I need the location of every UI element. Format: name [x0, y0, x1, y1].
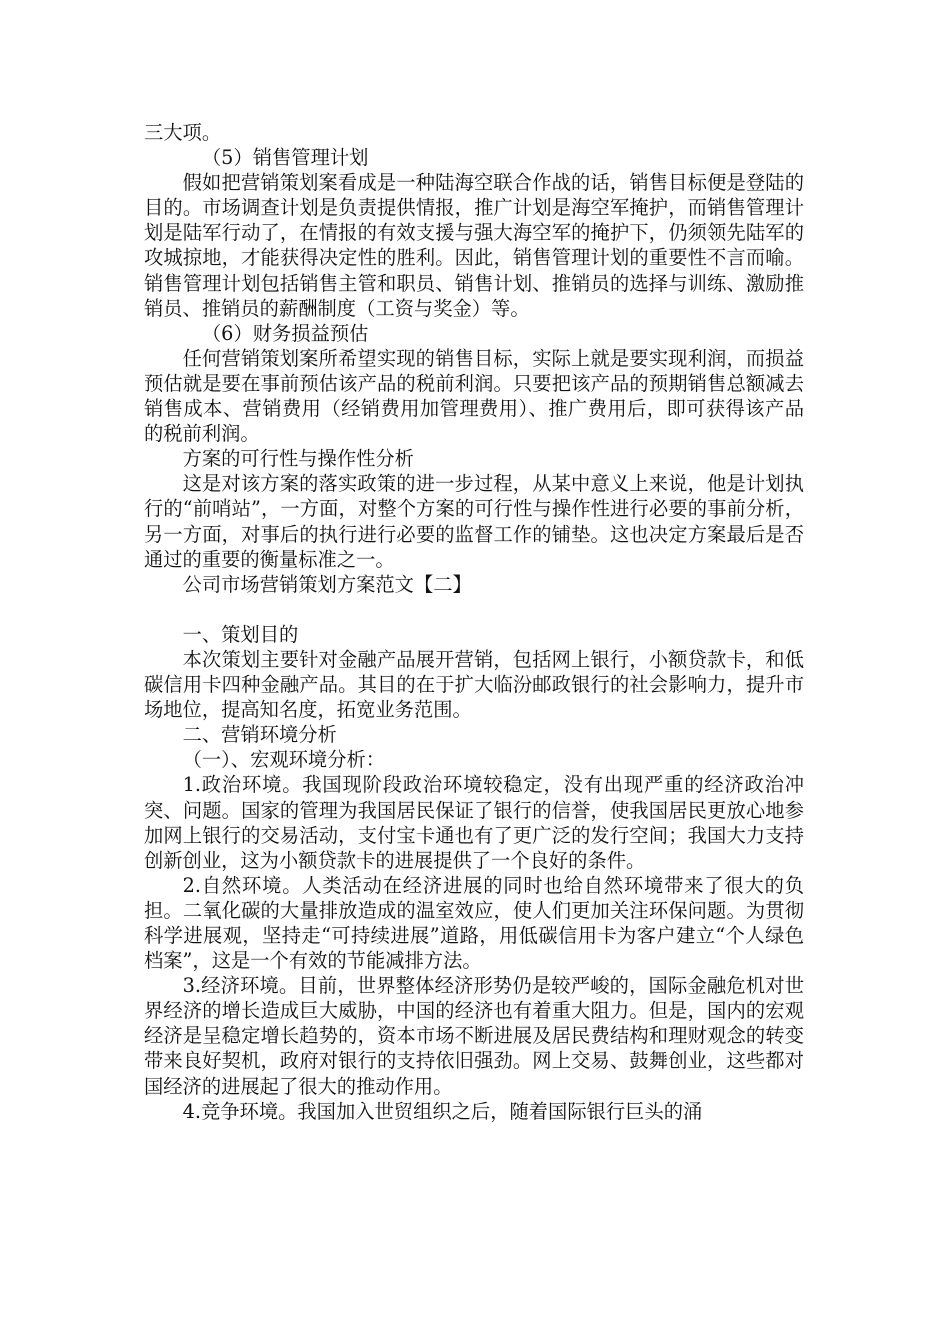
paragraph-political-environment: 1.政治环境。我国现阶段政治环境较稳定，没有出现严重的经济政治冲突、问题。国家的管理为我国居民保证了银行的信誉，使我国居民更放心地参加网上银行的交易活动，支付宝卡通也有了更广泛的发行空间；我国大力支持创新创业，这为小额贷款卡的进展提供了一个良好的条件。 [144, 773, 804, 872]
blank-line [144, 597, 804, 622]
paragraph-sales-management: 假如把营销策划案看成是一种陆海空联合作战的话，销售目标便是登陆的目的。市场调查计划是负责提供情报，推广计划是海空军掩护，而销售管理计划是陆军行动了，在情报的有效支援与强大海空军的掩护下，仍须领先陆军的攻城掠地，才能获得决定性的胜利。因此，销售管理计划的重要性不言而喻。销售管理计划包括销售主管和职员、销售计划、推销员的选择与训练、激励推销员、推销员的薪酬制度（工资与奖金）等。 [144, 171, 804, 320]
section-heading-financial-estimate: （6）财务损益预估 [201, 321, 369, 345]
document-body [144, 120, 804, 1124]
paragraph-natural-environment: 2.自然环境。人类活动在经济进展的同时也给自然环境带来了很大的负担。二氧化碳的大量排放造成的温室效应，使人们更加关注环保问题。为贯彻科学进展观，坚持走“可持续进展”道路，用低碳信用卡为客户建立“个人绿色档案”，这是一个有效的节能减排方法。 [144, 873, 804, 973]
section-heading-purpose: 一、策划目的 [182, 622, 299, 646]
paragraph-purpose: 本次策划主要针对金融产品展开营销，包括网上银行，小额贷款卡，和低碳信用卡四种金融产品。其目的在于扩大临汾邮政银行的社会影响力，提升市场地位，提高知名度，拓宽业务范围。 [144, 647, 804, 722]
section-heading-environment: 二、营销环境分析 [182, 723, 337, 747]
paragraph-financial-estimate: 任何营销策划案所希望实现的销售目标，实际上就是要实现利润，而损益预估就是要在事前预估该产品的税前利润。只要把该产品的预期销售总额减去销售成本、营销费用（经销费用加管理费用）、推广费用后，即可获得该产品的税前利润。 [144, 346, 804, 446]
section-heading-feasibility: 方案的可行性与操作性分析 [182, 447, 414, 471]
paragraph-competitive-environment: 4.竞争环境。我国加入世贸组织之后，随着国际银行巨头的涌 [182, 1099, 703, 1123]
paragraph-economic-environment: 3.经济环境。目前，世界整体经济形势仍是较严峻的，国际金融危机对世界经济的增长造成巨大威胁，中国的经济也有着重大阻力。但是，国内的宏观经济是呈稳定增长趋势的，资本市场不断进展及居民费结构和理财观念的转变带来良好契机，政府对银行的支持依旧强劲。网上交易、鼓舞创业，这些都对国经济的进展起了很大的推动作用。 [144, 974, 804, 1098]
document-subtitle-part-two: 公司市场营销策划方案范文【二】 [182, 572, 472, 596]
paragraph-feasibility: 这是对该方案的落实政策的进一步过程，从某中意义上来说，他是计划执行的“前哨站”，一方面，对整个方案的可行性与操作性进行必要的事前分析，另一方面，对事后的执行进行必要的监督工作的铺垫。这也决定方案最后是否通过的重要的衡量标准之一。 [144, 472, 804, 571]
paragraph-continuation: 三大项。 [144, 121, 222, 144]
subheading-macro-environment: （一）、宏观环境分析： [182, 748, 386, 772]
section-heading-sales-management: （5）销售管理计划 [201, 146, 369, 170]
